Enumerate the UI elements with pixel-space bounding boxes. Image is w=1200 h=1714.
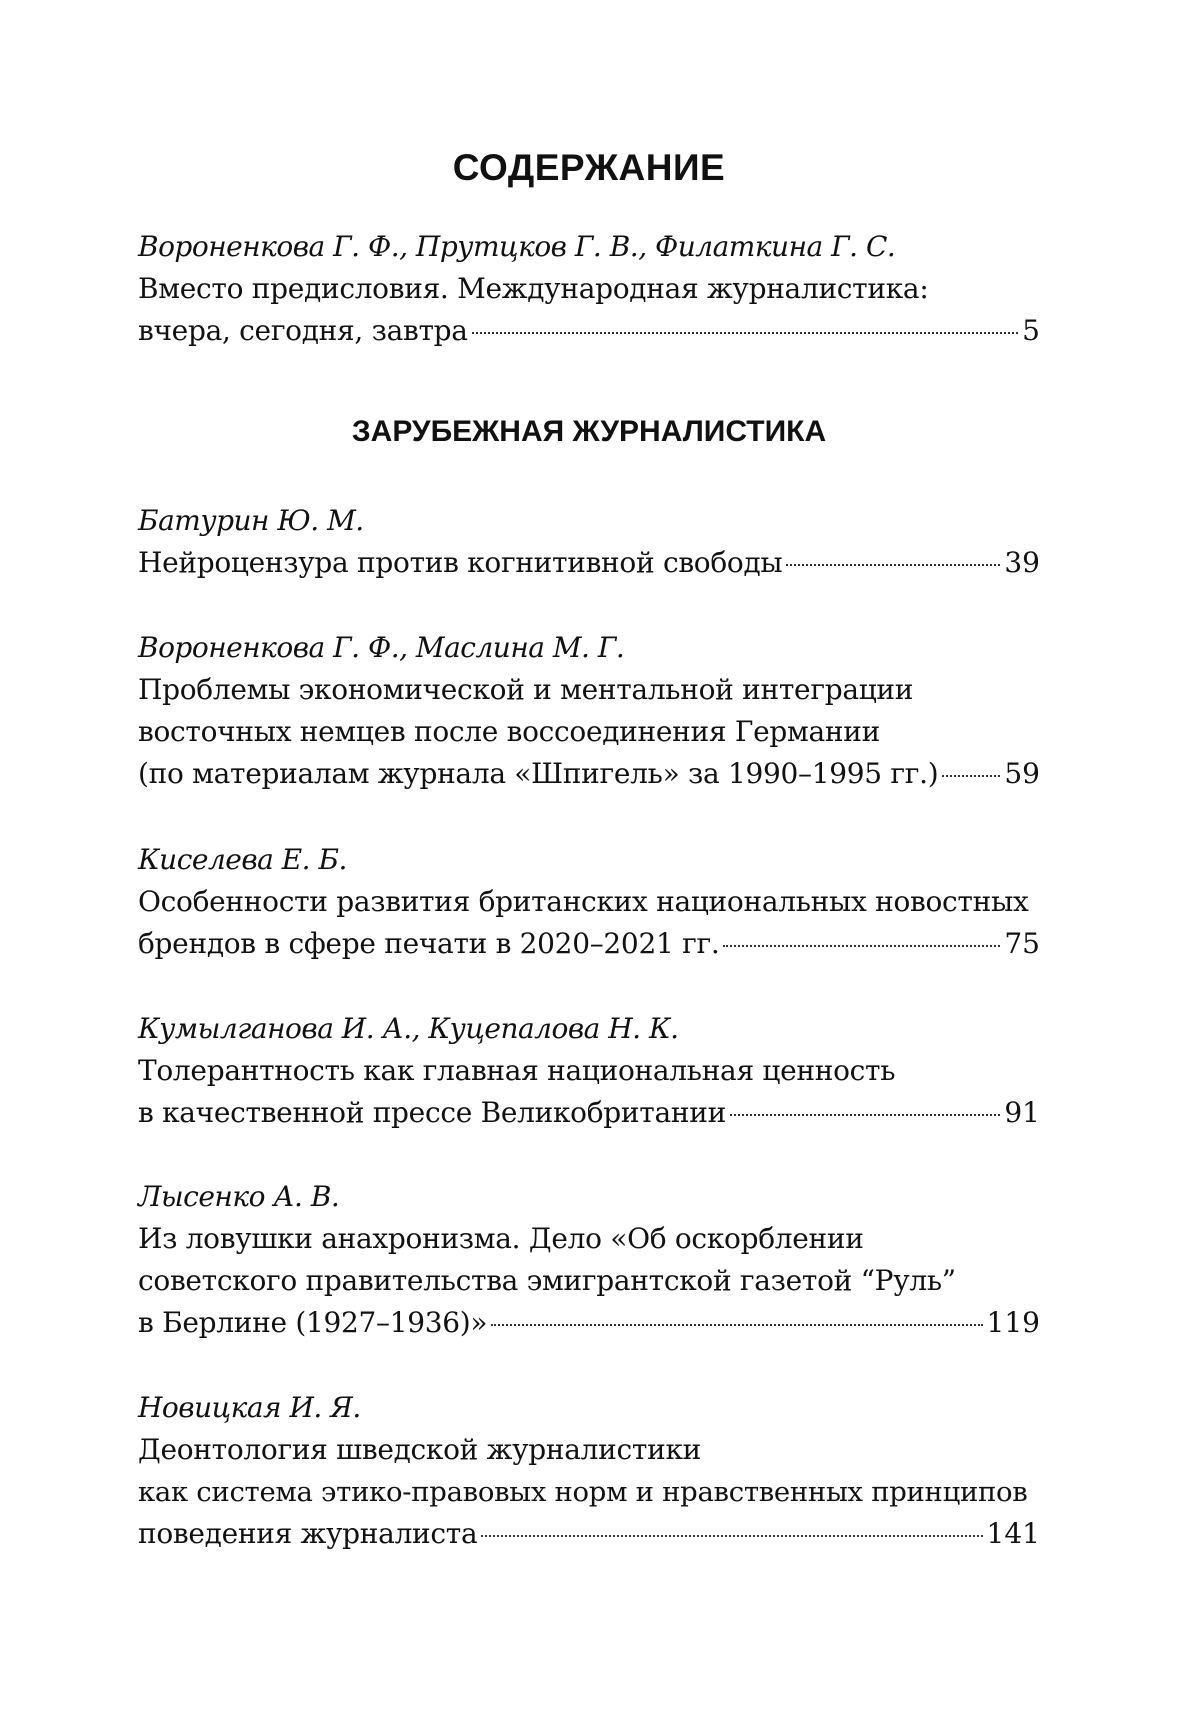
entry-title-line: как система этико-правовых норм и нравственных принципов	[138, 1476, 1028, 1508]
entry-last-line	[138, 542, 1040, 584]
page-title: СОДЕРЖАНИЕ	[452, 147, 726, 188]
entry-title-line: Вместо предисловия. Международная журналистика:	[138, 272, 929, 305]
entry-last-line	[138, 1092, 1040, 1134]
entry-last-line	[138, 310, 1040, 352]
entry-title-line: (по материалам журнала «Шпигель» за 1990–1995 гг.)	[138, 757, 939, 790]
entry-title-line: Особенности развития британских национальных новостных	[138, 885, 1029, 918]
entry-title-line: поведения журналиста	[138, 1517, 478, 1550]
entry-title-line: восточных немцев после воссоединения Германии	[138, 715, 880, 748]
leader-dots	[723, 945, 1000, 947]
leader-dots	[942, 775, 1000, 777]
entry-author: Вороненкова Г. Ф., Маслина М. Г.	[138, 631, 625, 664]
toc-entry	[138, 1387, 1040, 1555]
entry-last-line	[138, 923, 1040, 965]
entry-title-line: брендов в сфере печати в 2020–2021 гг.	[138, 927, 720, 960]
page-number: 59	[1004, 757, 1040, 790]
leader-dots	[491, 1324, 982, 1326]
entry-title-line: в качественной прессе Великобритании	[138, 1096, 726, 1129]
entry-title-line: в Берлине (1927–1936)»	[138, 1306, 488, 1339]
toc-entry	[138, 1176, 1040, 1344]
entry-last-line	[138, 753, 1040, 795]
entry-title-line: Нейроцензура против когнитивной свободы	[138, 546, 783, 579]
entry-author: Лысенко А. В.	[138, 1180, 340, 1213]
page-number: 75	[1004, 927, 1040, 960]
page-number: 119	[986, 1306, 1040, 1339]
entry-title-line: советского правительства эмигрантской газетой “Руль”	[138, 1264, 956, 1297]
leader-dots	[472, 332, 1019, 334]
entry-author: Батурин Ю. М.	[138, 504, 364, 537]
entry-author: Киселева Е. Б.	[138, 843, 347, 876]
entry-title-line: Из ловушки анахронизма. Дело «Об оскорблении	[138, 1222, 864, 1255]
leader-dots	[730, 1114, 1000, 1116]
entry-author: Новицкая И. Я.	[138, 1391, 361, 1424]
page-number: 91	[1004, 1096, 1040, 1129]
entry-last-line	[138, 1302, 1040, 1344]
entry-last-line	[138, 1513, 1040, 1555]
page-number: 5	[1022, 314, 1040, 347]
entry-title-line: Проблемы экономической и ментальной интеграции	[138, 673, 914, 706]
entry-author: Вороненкова Г. Ф., Прутцков Г. В., Филаткина Г. С.	[138, 230, 896, 263]
leader-dots	[481, 1535, 982, 1537]
toc-entry	[138, 839, 1040, 965]
entry-author: Кумылганова И. А., Куцепалова Н. К.	[138, 1012, 679, 1045]
entry-title-line: вчера, сегодня, завтра	[138, 314, 468, 347]
toc-entry	[138, 1008, 1040, 1134]
page-number: 141	[986, 1517, 1040, 1550]
toc-entry-intro	[138, 226, 1040, 352]
toc-entry	[138, 627, 1040, 795]
entry-title-line: Деонтология шведской журналистики	[138, 1433, 702, 1466]
entry-title-line: Толерантность как главная национальная ценность	[138, 1054, 896, 1087]
section-title: ЗАРУБЕЖНАЯ ЖУРНАЛИСТИКА	[351, 415, 827, 448]
leader-dots	[786, 564, 1000, 566]
page-number: 39	[1004, 546, 1040, 579]
toc-entry	[138, 500, 1040, 584]
